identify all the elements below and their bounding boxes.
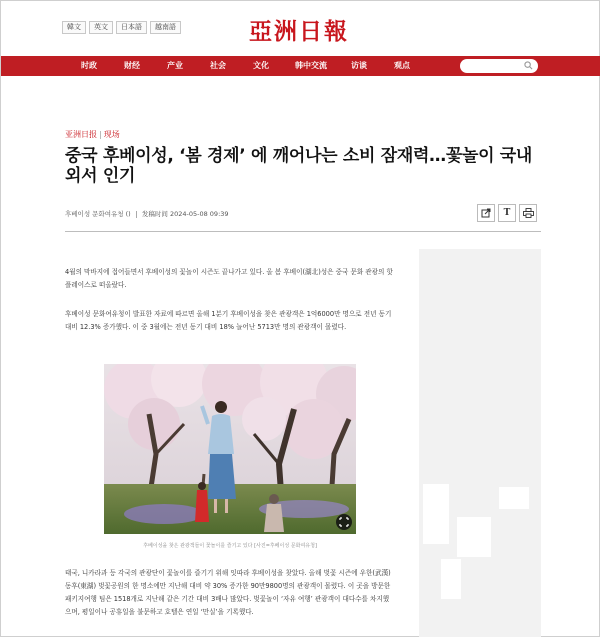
- share-icon: [481, 208, 491, 218]
- cherry-blossom-photo: [104, 364, 356, 534]
- nav-item-finance[interactable]: 财经: [124, 61, 140, 70]
- lang-japanese-button[interactable]: 日本語: [116, 21, 147, 34]
- nav-item-opinion[interactable]: 观点: [394, 61, 410, 70]
- ad-blank-patch: [441, 559, 461, 599]
- article-paragraph-1: 4월의 막바지에 접어들면서 후베이성의 꽃놀이 시즌도 끝나가고 있다. 올 봄 후베이(湖北)성은 중국 문화 관광의 핫플레이스로 떠올랐다.: [65, 268, 393, 289]
- lang-english-button[interactable]: 英文: [89, 21, 113, 34]
- font-size-button[interactable]: [498, 204, 516, 222]
- site-logo[interactable]: 亞洲日報: [249, 18, 349, 45]
- share-button[interactable]: [477, 204, 495, 222]
- photo-caption: 후베이성을 찾은 관광객들이 꽃놀이를 즐기고 있다 [사진=후베이성 문화여유청]: [143, 543, 317, 549]
- nav-item-industry[interactable]: 产业: [167, 61, 183, 70]
- breadcrumb-separator: |: [99, 130, 102, 139]
- main-nav: [1, 56, 600, 76]
- published-label: 发稿时间: [141, 210, 168, 218]
- article-author: 후베이성 문화여유청 (): [65, 210, 131, 218]
- nav-item-korea-china[interactable]: 韩中交流: [295, 61, 327, 70]
- published-time: 2024-05-08 09:39: [169, 210, 229, 218]
- article-tools: [477, 204, 537, 222]
- language-switcher: [62, 21, 181, 34]
- article-photo: [104, 364, 356, 534]
- print-button[interactable]: [519, 204, 537, 222]
- article-meta: [65, 209, 229, 218]
- ad-blank-patch: [423, 484, 449, 544]
- search-input[interactable]: [460, 59, 538, 73]
- search-icon[interactable]: [524, 61, 533, 70]
- header-divider: [65, 231, 541, 232]
- print-icon: [523, 208, 534, 218]
- ad-placeholder: [419, 249, 541, 637]
- nav-item-interview[interactable]: 访谈: [351, 61, 367, 70]
- breadcrumb: [65, 129, 120, 140]
- meta-divider: [136, 211, 137, 218]
- breadcrumb-section[interactable]: 现场: [103, 130, 120, 139]
- nav-item-politics[interactable]: 时政: [81, 61, 97, 70]
- nav-item-culture[interactable]: 文化: [253, 61, 269, 70]
- font-size-icon: T: [503, 208, 511, 218]
- breadcrumb-site[interactable]: 亚洲日报: [65, 130, 97, 139]
- article-paragraph-3: 태국, 니카라과 등 각국의 관광단이 꽃놀이를 즐기기 위해 잇따라 후베이성을 찾았다. 올해 벚꽃 시즌에 우한(武漢) 동후(東湖) 벚꽃공원의 한 명소에만 지난해 대비 약 30% 증가한 90만9800명의 관광객이 몰렸다. 이 곳을 방문한 패키지여행 팀은 1518개로 지난해 같은 기간 대비 3배나 많았다. 벚꽃놀이 ‘자유 여행’ 관광객이 대다수를 차지했으며, 평일이나 공휴일을 불문하고 호텔은 연일 ‘만실’을 기록했다.: [65, 569, 391, 616]
- lang-korean-button[interactable]: 韓文: [62, 21, 86, 34]
- fullscreen-icon[interactable]: [336, 514, 352, 530]
- lang-vietnamese-button[interactable]: 越南語: [150, 21, 181, 34]
- nav-item-society[interactable]: 社会: [210, 61, 226, 70]
- article-paragraph-2: 후베이성 문화여유청이 발표한 자료에 따르면 올해 1분기 후베이성을 찾은 관광객은 1억6000만 명으로 전년 동기 대비 12.3% 증가했다. 이 중 3월에는 전년 동기 대비 18% 늘어난 5713만 명의 관광객이 몰렸다.: [65, 310, 392, 331]
- article-headline: 중국 후베이성, ‘봄 경제’ 에 깨어나는 소비 잠재력…꽃놀이 국내외서 인기: [65, 146, 533, 186]
- ad-blank-patch: [499, 487, 529, 509]
- ad-blank-patch: [457, 517, 491, 557]
